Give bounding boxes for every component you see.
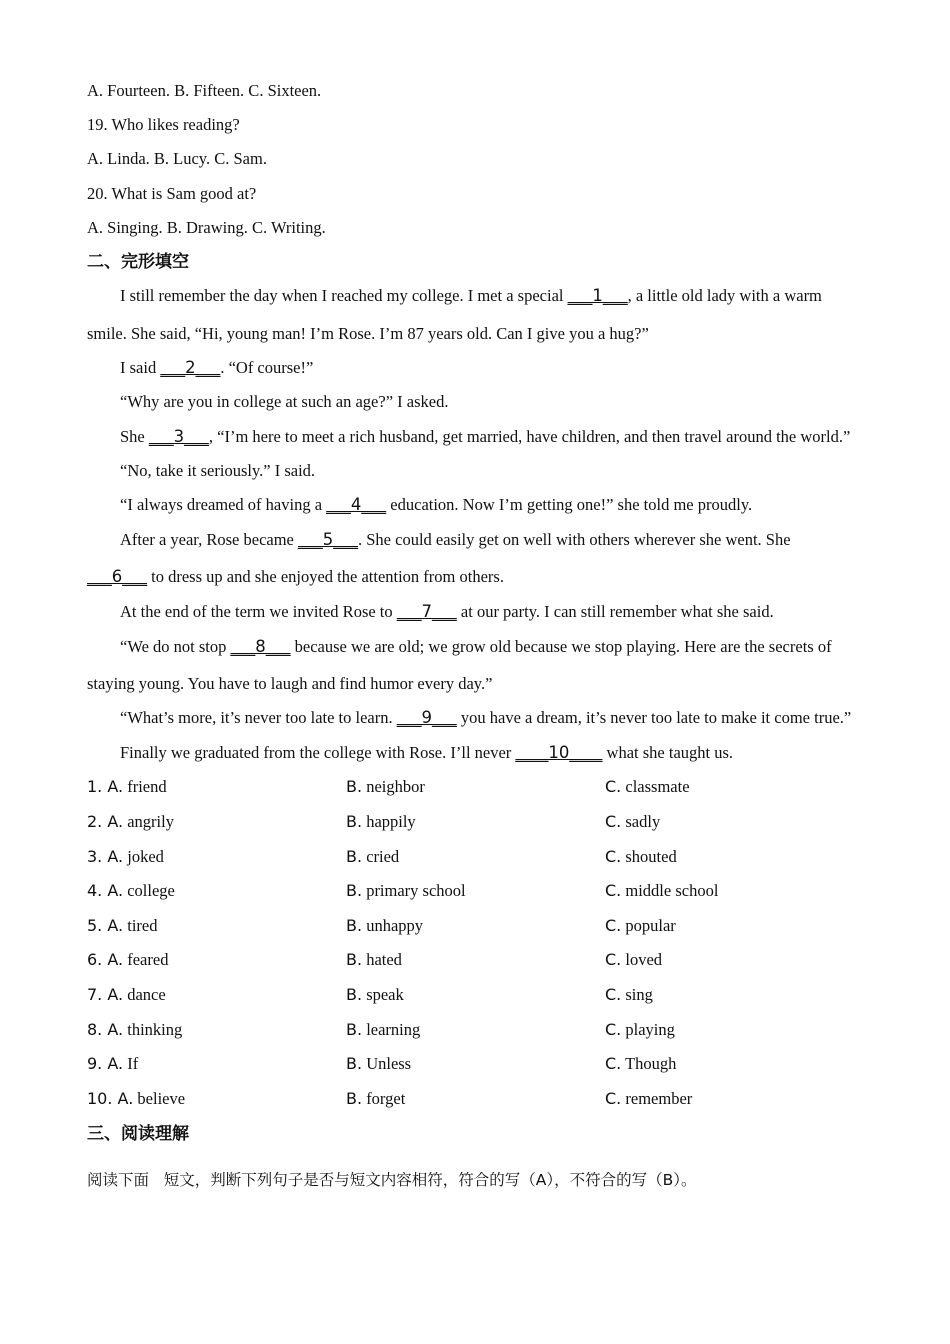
cloze-paragraph-11 (120, 743, 733, 763)
option-label: 10. A. (87, 1089, 134, 1108)
cloze-paragraph-2 (120, 358, 313, 378)
option-9b (346, 1054, 411, 1074)
option-8c (605, 1020, 675, 1040)
cloze-paragraph-3: “Why are you in college at such an age?” I asked. (120, 392, 449, 411)
blank-5: ___5___ (298, 530, 358, 549)
option-text: Unless (366, 1054, 412, 1073)
text: education. Now I’m getting one!” she told me proudly. (386, 495, 753, 514)
option-text: popular (625, 916, 676, 935)
option-2c (605, 812, 660, 832)
option-1b (346, 777, 425, 797)
text: because we are old; we grow old because we stop playing. Here are the secrets of (290, 637, 832, 656)
option-10b (346, 1089, 405, 1109)
option-2b (346, 812, 416, 832)
text: She (120, 427, 149, 446)
option-text: Though (625, 1054, 677, 1073)
cloze-paragraph-5: “No, take it seriously.” I said. (120, 461, 316, 480)
option-9c (605, 1054, 676, 1074)
text: to dress up and she enjoyed the attention from others. (147, 567, 504, 586)
option-label: B. (346, 1089, 363, 1108)
option-label: C. (605, 916, 622, 935)
option-label: C. (605, 847, 622, 866)
blank-8: ___8___ (230, 637, 291, 656)
option-label: 1. A. (87, 777, 124, 796)
option-10a (87, 1089, 185, 1109)
option-4b (346, 881, 466, 901)
option-label: C. (605, 985, 622, 1004)
text: “I always dreamed of having a (120, 495, 327, 514)
option-8a (87, 1020, 182, 1040)
option-text: friend (127, 777, 167, 796)
option-2a (87, 812, 174, 832)
option-label: B. (346, 812, 363, 831)
cloze-paragraph-9 (120, 637, 832, 657)
q20-question: 20. What is Sam good at? (87, 184, 257, 203)
text: . “Of course!” (220, 358, 314, 377)
option-3b (346, 847, 399, 867)
cloze-paragraph-10 (120, 708, 851, 728)
text: , “I’m here to meet a rich husband, get married, have children, and then travel around the world.” (208, 427, 851, 446)
cloze-paragraph-9-cont: staying young. You have to laugh and find humor every day.” (87, 674, 493, 693)
option-label: C. (605, 1089, 622, 1108)
option-label: 3. A. (87, 847, 124, 866)
option-label: B. (346, 1020, 363, 1039)
option-label: 6. A. (87, 950, 124, 969)
option-text: playing (625, 1020, 675, 1039)
text: “What’s more, it’s never too late to learn. (120, 708, 397, 727)
option-text: shouted (625, 847, 677, 866)
reading-heading: 三、阅读理解 (87, 1124, 189, 1144)
option-label: C. (605, 812, 622, 831)
option-text: happily (366, 812, 416, 831)
text: At the end of the term we invited Rose to (120, 602, 397, 621)
option-text: joked (127, 847, 164, 866)
text: at our party. I can still remember what she said. (456, 602, 774, 621)
text: I still remember the day when I reached my college. I met a special (120, 286, 568, 305)
option-4c (605, 881, 718, 901)
cloze-paragraph-6 (120, 495, 752, 515)
text: Finally we graduated from the college with Rose. I’ll never (120, 743, 516, 762)
reading-instruction: 阅读下面 短文，判断下列句子是否与短文内容相符，符合的写（A），不符合的写（B）。 (87, 1171, 697, 1189)
cloze-paragraph-7 (120, 530, 791, 550)
cloze-heading: 二、完形填空 (87, 252, 189, 272)
option-8b (346, 1020, 420, 1040)
option-text: hated (366, 950, 402, 969)
q18-options: A. Fourteen. B. Fifteen. C. Sixteen. (87, 81, 322, 100)
option-label: C. (605, 777, 622, 796)
cloze-paragraph-1 (120, 286, 822, 306)
option-label: 8. A. (87, 1020, 124, 1039)
text: , a little old lady with a warm (627, 286, 822, 305)
option-label: 7. A. (87, 985, 124, 1004)
option-text: feared (127, 950, 169, 969)
option-label: 9. A. (87, 1054, 124, 1073)
option-label: B. (346, 916, 363, 935)
option-text: cried (366, 847, 400, 866)
option-label: 5. A. (87, 916, 124, 935)
blank-2: ___2___ (160, 358, 221, 377)
option-label: B. (346, 950, 363, 969)
blank-3: ___3___ (148, 427, 209, 446)
option-text: speak (366, 985, 404, 1004)
option-text: dance (127, 985, 166, 1004)
q19-question: 19. Who likes reading? (87, 115, 240, 134)
option-label: C. (605, 881, 622, 900)
option-label: B. (346, 847, 363, 866)
option-10c (605, 1089, 692, 1109)
option-5c (605, 916, 676, 936)
option-text: classmate (625, 777, 690, 796)
option-3c (605, 847, 677, 867)
option-7c (605, 985, 653, 1005)
option-text: thinking (127, 1020, 183, 1039)
option-label: C. (605, 1054, 622, 1073)
option-label: C. (605, 1020, 622, 1039)
option-text: believe (137, 1089, 186, 1108)
option-6c (605, 950, 662, 970)
option-text: loved (625, 950, 663, 969)
option-6a (87, 950, 168, 970)
option-text: neighbor (366, 777, 425, 796)
blank-7: ___7___ (396, 602, 457, 621)
option-label: B. (346, 985, 363, 1004)
blank-6: ___6___ (87, 567, 147, 586)
option-5b (346, 916, 423, 936)
option-text: remember (625, 1089, 693, 1108)
option-text: sadly (625, 812, 661, 831)
option-6b (346, 950, 402, 970)
option-text: sing (625, 985, 653, 1004)
option-9a (87, 1054, 138, 1074)
cloze-paragraph-8 (120, 602, 774, 622)
option-4a (87, 881, 175, 901)
q19-options: A. Linda. B. Lucy. C. Sam. (87, 149, 267, 168)
option-text: middle school (625, 881, 719, 900)
option-7a (87, 985, 166, 1005)
option-text: unhappy (366, 916, 424, 935)
q20-options: A. Singing. B. Drawing. C. Writing. (87, 218, 326, 237)
option-1c (605, 777, 690, 797)
text: “We do not stop (120, 637, 231, 656)
option-7b (346, 985, 404, 1005)
cloze-paragraph-1-cont: smile. She said, “Hi, young man! I’m Rose. I’m 87 years old. Can I give you a hug?” (87, 324, 649, 343)
blank-4: ___4___ (326, 495, 387, 514)
option-label: 2. A. (87, 812, 124, 831)
option-5a (87, 916, 157, 936)
option-text: forget (366, 1089, 406, 1108)
cloze-paragraph-4 (120, 427, 850, 447)
text: . She could easily get on well with others wherever she went. She (358, 530, 791, 549)
option-text: college (127, 881, 175, 900)
option-label: B. (346, 1054, 363, 1073)
blank-1: ___1___ (567, 286, 628, 305)
option-text: learning (366, 1020, 421, 1039)
option-text: primary school (366, 881, 466, 900)
blank-9: ___9___ (396, 708, 457, 727)
text: After a year, Rose became (120, 530, 298, 549)
blank-10: ____10____ (515, 743, 603, 762)
text: I said (120, 358, 161, 377)
option-label: 4. A. (87, 881, 124, 900)
option-label: B. (346, 881, 363, 900)
option-1a (87, 777, 167, 797)
text: what she taught us. (602, 743, 734, 762)
text: you have a dream, it’s never too late to make it come true.” (456, 708, 852, 727)
option-label: C. (605, 950, 622, 969)
cloze-paragraph-7-cont (87, 567, 504, 587)
option-text: angrily (127, 812, 174, 831)
option-text: If (127, 1054, 139, 1073)
option-label: B. (346, 777, 363, 796)
option-text: tired (127, 916, 158, 935)
option-3a (87, 847, 164, 867)
